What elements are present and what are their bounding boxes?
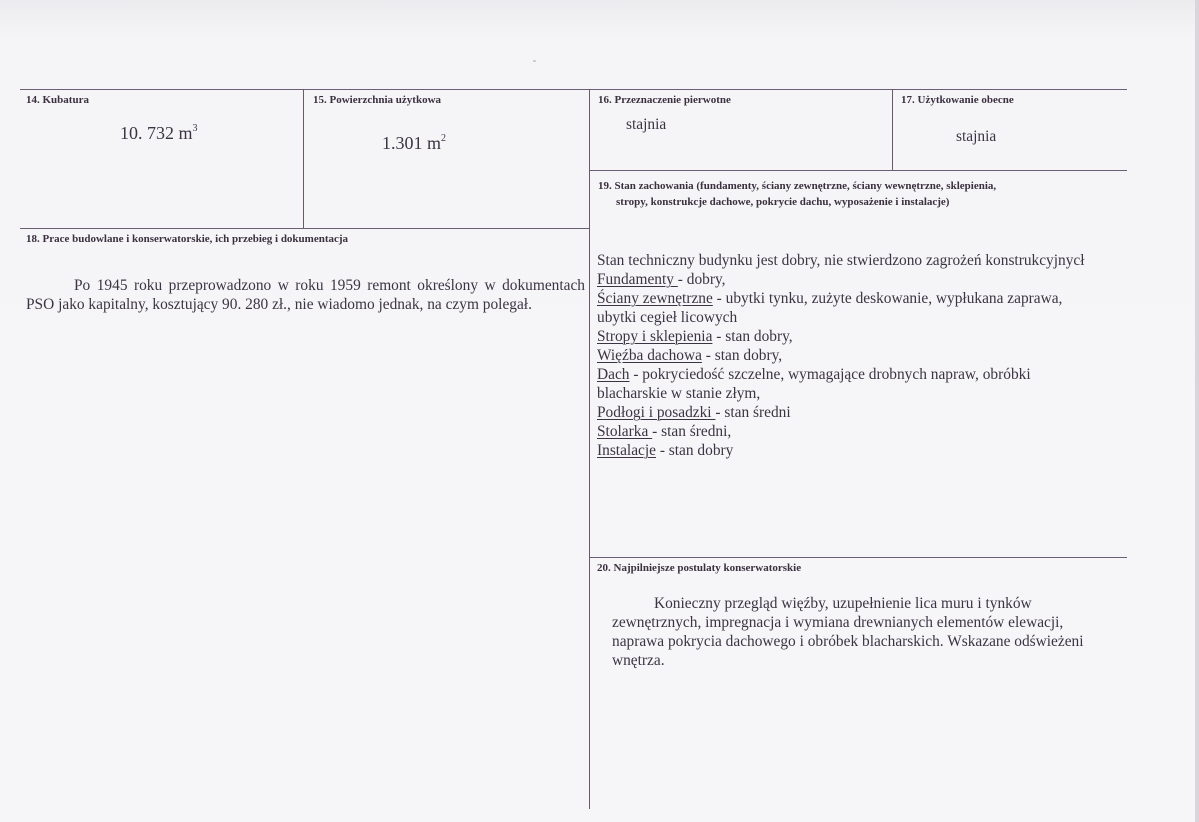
- condition-name: Dach: [597, 366, 630, 383]
- condition-desc: - stan średni,: [652, 423, 732, 440]
- condition-name: Stropy i sklepienia: [597, 328, 713, 345]
- scan-speck: [533, 60, 536, 62]
- field-20-label: 20. Najpilniejsze postulaty konserwatorskie: [597, 562, 802, 574]
- field-20-line: naprawa pokrycia dachowego i obróbek blacharskich. Wskazane odświeżeni: [612, 633, 1084, 650]
- form-top-border: [20, 89, 1127, 90]
- condition-item-stropy: [597, 327, 1199, 346]
- field-18-label: 18. Prace budowlane i konserwatorskie, ich przebieg i dokumentacja: [26, 233, 349, 245]
- field-18-text: Po 1945 roku przeprowadzono w roku 1959 remont określony w dokumentach PSO jako kapitalny, kosztujący 90. 280 zł., nie wiadomo jednak, na czym polegał.: [26, 277, 585, 313]
- condition-desc: - ubytki tynku, zużyte deskowanie, wypłukana zaprawa,: [712, 290, 1063, 307]
- field-17-value: stajnia: [956, 128, 997, 145]
- condition-desc: - dobry,: [677, 271, 726, 288]
- field-14-label: 14. Kubatura: [26, 94, 89, 106]
- field-17-label: 17. Użytkowanie obecne: [901, 94, 1014, 106]
- field-14-value-text: 10. 732 m: [120, 123, 193, 143]
- condition-desc: - stan dobry,: [712, 328, 793, 345]
- condition-name: Więźba dachowa: [597, 347, 702, 364]
- divider-16-17: [892, 89, 893, 170]
- condition-name: Instalacje: [597, 442, 656, 459]
- condition-desc: - stan średni: [715, 404, 791, 421]
- condition-item-dach: [597, 365, 1199, 384]
- field-20-text: [612, 594, 1199, 670]
- condition-continuation: blacharskie w stanie złym,: [597, 385, 761, 402]
- field-20-line: zewnętrznych, impregnacja i wymiana drewnianych elementów elewacji,: [612, 614, 1064, 631]
- field-19-label-line2: stropy, konstrukcje dachowe, pokrycie dachu, wyposażenie i instalacje): [616, 196, 950, 208]
- condition-continuation: ubytki cegieł licowych: [597, 309, 738, 326]
- field-14-exponent: 3: [192, 123, 198, 134]
- condition-item-fundamenty: [597, 270, 1199, 289]
- condition-item-podlogi: [597, 403, 1199, 422]
- field-20-line: wnętrza.: [612, 652, 665, 669]
- field-19-content: [597, 251, 1199, 460]
- condition-name: Stolarka: [597, 423, 653, 440]
- field-14-value: [120, 123, 198, 144]
- condition-desc: - pokryciedość szczelne, wymagające drobnych napraw, obróbki: [629, 366, 1031, 383]
- condition-name: Fundamenty: [597, 271, 678, 288]
- divider-14-15: [303, 89, 304, 228]
- condition-desc: - stan dobry: [655, 442, 734, 459]
- field-19-label-line1: 19. Stan zachowania (fundamenty, ściany zewnętrzne, ściany wewnętrzne, sklepienia,: [598, 180, 997, 192]
- border-above-20: [589, 557, 1127, 558]
- border-above-18: [20, 228, 589, 229]
- field-16-label: 16. Przeznaczenie pierwotne: [598, 94, 731, 106]
- field-19-intro: Stan techniczny budynku jest dobry, nie stwierdzono zagrożeń konstrukcyjnycł: [597, 252, 1085, 269]
- condition-item-wiezba: [597, 346, 1199, 365]
- condition-name: Podłogi i posadzki: [597, 404, 716, 421]
- border-above-19: [589, 170, 1127, 171]
- field-16-value: stajnia: [626, 116, 667, 133]
- condition-item-sciany: [597, 289, 1199, 308]
- divider-main-column: [589, 89, 590, 809]
- field-15-value-text: 1.301 m: [382, 133, 442, 153]
- condition-desc: - stan dobry,: [701, 347, 783, 364]
- condition-name: Ściany zewnętrzne: [597, 290, 713, 307]
- field-20-line: Konieczny przegląd więźby, uzupełnienie lica muru i tynków: [654, 595, 1032, 612]
- condition-item-instalacje: [597, 441, 1199, 460]
- field-15-exponent: 2: [441, 133, 447, 144]
- field-15-label: 15. Powierzchnia użytkowa: [313, 94, 442, 106]
- condition-item-stolarka: [597, 422, 1199, 441]
- field-15-value: [382, 133, 446, 154]
